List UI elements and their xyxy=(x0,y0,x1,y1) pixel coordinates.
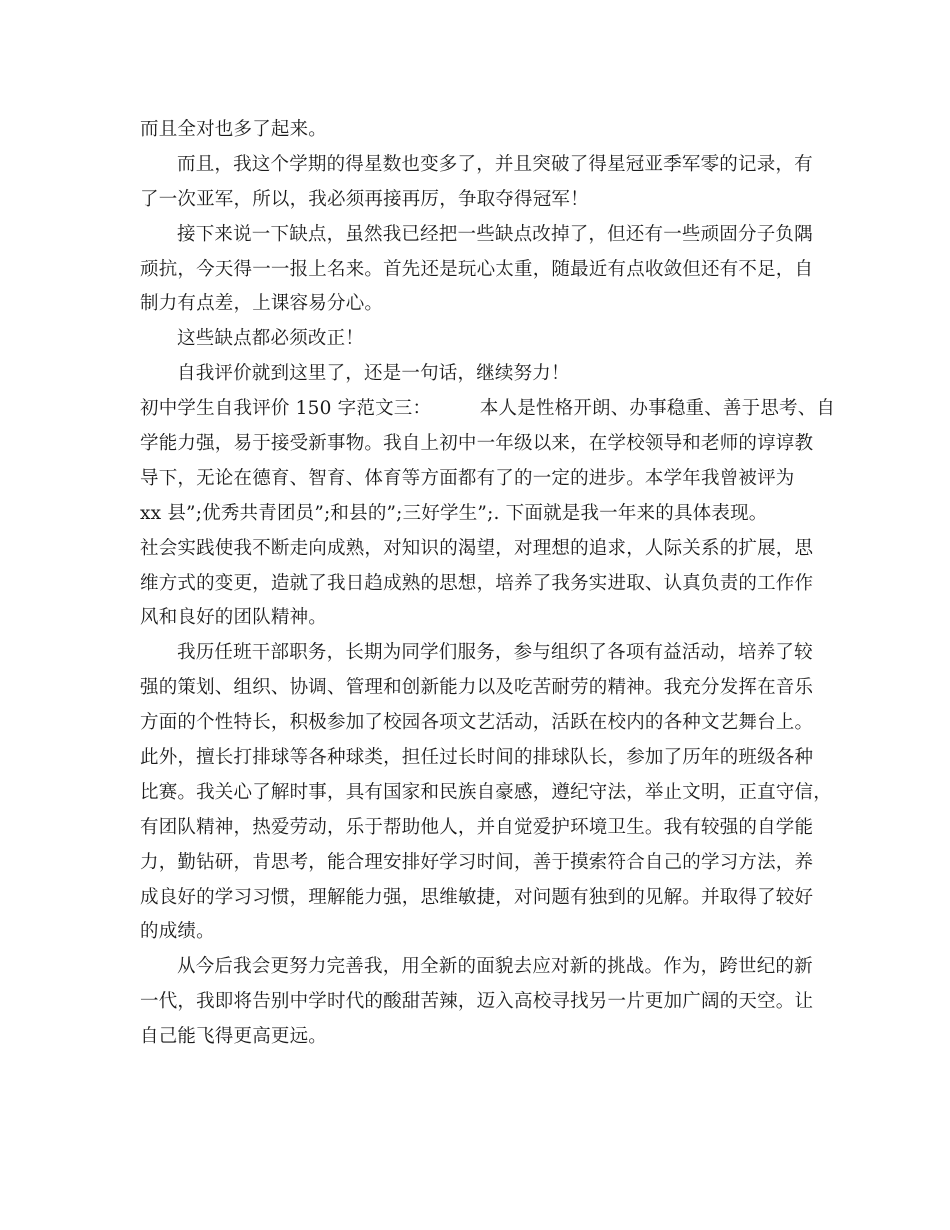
text-line: 导下，无论在德育、智育、体育等方面都有了的一定的进步。本学年我曾被评为 xyxy=(140,467,795,489)
text-line: 有团队精神，热爱劳动，乐于帮助他人，并自觉爱护环境卫生。我有较强的自学能 xyxy=(140,816,814,838)
text-line: 制力有点差，上课容易分心。 xyxy=(140,293,384,315)
text-line: 从今后我会更努力完善我，用全新的面貌去应对新的挑战。作为，跨世纪的新 xyxy=(177,956,813,978)
text-line: 风和良好的团队精神。 xyxy=(140,607,328,629)
section-heading-line: 初中学生自我评价 150 字范文三： 本人是性格开朗、办事稳重、善于思考、自 xyxy=(140,398,836,420)
text-line: 了一次亚军，所以，我必须再接再厉，争取夺得冠军！ xyxy=(140,188,589,210)
text-line: 接下来说一下缺点，虽然我已经把一些缺点改掉了，但还有一些顽固分子负隅 xyxy=(177,223,813,245)
text-line: 比赛。我关心了解时事，具有国家和民族自豪感，遵纪守法，举止文明，正直守信， xyxy=(140,781,832,803)
text-line: 力，勤钻研，肯思考，能合理安排好学习时间，善于摸索符合自己的学习方法，养 xyxy=(140,851,814,873)
text-line: 而且全对也多了起来。 xyxy=(140,119,328,140)
text-line: 强的策划、组织、协调、管理和创新能力以及吃苦耐劳的精神。我充分发挥在音乐 xyxy=(140,677,814,699)
text-line: 这些缺点都必须改正！ xyxy=(177,328,365,350)
text-line: xx 县”;优秀共青团员”;和县的”;三好学生”;. 下面就是我一年来的具体表现。 xyxy=(140,502,768,524)
text-line: 的成绩。 xyxy=(140,921,215,943)
text-line: 此外，擅长打排球等各种球类，担任过长时间的排球队长，参加了历年的班级各种 xyxy=(140,747,814,769)
text-line: 顽抗，今天得一一报上名来。首先还是玩心太重，随最近有点收敛但还有不足，自 xyxy=(140,258,814,280)
text-line: 自我评价就到这里了，还是一句话，继续努力！ xyxy=(177,363,570,385)
text-line: 维方式的变更，造就了我日趋成熟的思想，培养了我务实进取、认真负责的工作作 xyxy=(140,572,814,594)
text-line: 成良好的学习习惯，理解能力强，思维敏捷，对问题有独到的见解。并取得了较好 xyxy=(140,886,814,908)
text-line: 方面的个性特长，积极参加了校园各项文艺活动，活跃在校内的各种文艺舞台上。 xyxy=(140,712,814,734)
text-line: 而且，我这个学期的得星数也变多了，并且突破了得星冠亚季军零的记录，有 xyxy=(177,153,813,175)
text-line: 一代，我即将告别中学时代的酸甜苦辣，迈入高校寻找另一片更加广阔的天空。让 xyxy=(140,991,814,1013)
text-line: 学能力强，易于接受新事物。我自上初中一年级以来，在学校领导和老师的谆谆教 xyxy=(140,433,814,455)
text-line: 我历任班干部职务，长期为同学们服务，参与组织了各项有益活动，培养了较 xyxy=(177,642,813,664)
text-line: 社会实践使我不断走向成熟，对知识的渴望，对理想的追求，人际关系的扩展，思 xyxy=(140,537,814,559)
text-line: 自己能飞得更高更远。 xyxy=(140,1026,328,1048)
document-body xyxy=(140,113,836,1055)
